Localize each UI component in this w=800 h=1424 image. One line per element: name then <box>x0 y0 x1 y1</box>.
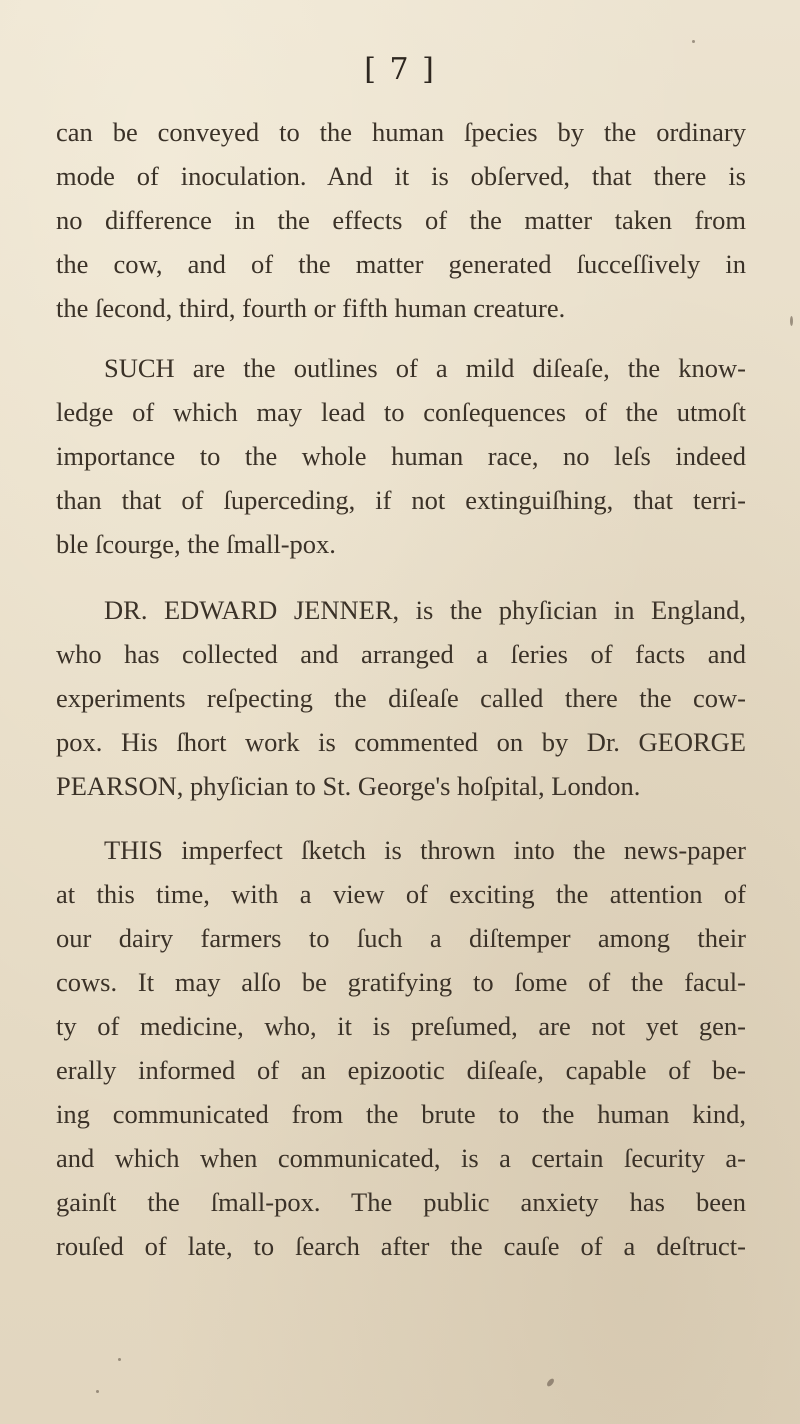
paper-speck <box>546 1377 556 1387</box>
paper-speck <box>692 40 695 43</box>
text-line: SUCH are the outlines of a mild diſeaſe, the know- <box>104 353 746 383</box>
text-line: ble ſcourge, the ſmall-pox. <box>56 529 336 559</box>
text-line: experiments reſpecting the diſeaſe called there the cow- <box>56 683 746 713</box>
text-line: the cow, and of the matter generated ſucceſſively in <box>56 249 746 279</box>
paper-speck <box>118 1358 121 1361</box>
text-line: no difference in the effects of the matter taken from <box>56 205 746 235</box>
text-line: at this time, with a view of exciting the attention of <box>56 879 746 909</box>
text-line: gainſt the ſmall-pox. The public anxiety has been <box>56 1187 746 1217</box>
text-line: ty of medicine, who, it is preſumed, are not yet gen- <box>56 1011 746 1041</box>
paper-speck <box>96 1390 99 1393</box>
text-line: can be conveyed to the human ſpecies by the ordinary <box>56 117 746 147</box>
text-line: THIS imperfect ſketch is thrown into the news-paper <box>104 835 746 865</box>
text-line: our dairy farmers to ſuch a diſtemper among their <box>56 923 746 953</box>
text-line: cows. It may alſo be gratifying to ſome of the facul- <box>56 967 746 997</box>
text-line: ledge of which may lead to conſequences of the utmoſt <box>56 397 746 427</box>
paragraph-2 <box>56 346 746 566</box>
text-line: than that of ſuperceding, if not extinguiſhing, that terri- <box>56 485 746 515</box>
text-line: pox. His ſhort work is commented on by Dr. GEORGE <box>56 727 746 757</box>
text-line: rouſed of late, to ſearch after the cauſe of a deſtruct- <box>56 1231 746 1261</box>
text-line: ing communicated from the brute to the human kind, <box>56 1099 746 1129</box>
page-number: [ 7 ] <box>364 52 436 87</box>
text-line: PEARSON, phyſician to St. George's hoſpital, London. <box>56 771 641 801</box>
text-line: mode of inoculation. And it is obſerved, that there is <box>56 161 746 191</box>
paper-speck <box>790 316 793 326</box>
text-line: DR. EDWARD JENNER, is the phyſician in England, <box>104 595 746 625</box>
paragraph-1 <box>56 110 746 330</box>
paragraph-4 <box>56 828 746 1268</box>
text-line: the ſecond, third, fourth or fifth human creature. <box>56 293 566 323</box>
text-line: erally informed of an epizootic diſeaſe, capable of be- <box>56 1055 746 1085</box>
text-line: importance to the whole human race, no leſs indeed <box>56 441 746 471</box>
text-line: who has collected and arranged a ſeries of facts and <box>56 639 746 669</box>
text-line: and which when communicated, is a certain ſecurity a- <box>56 1143 746 1173</box>
paragraph-3 <box>56 588 746 808</box>
